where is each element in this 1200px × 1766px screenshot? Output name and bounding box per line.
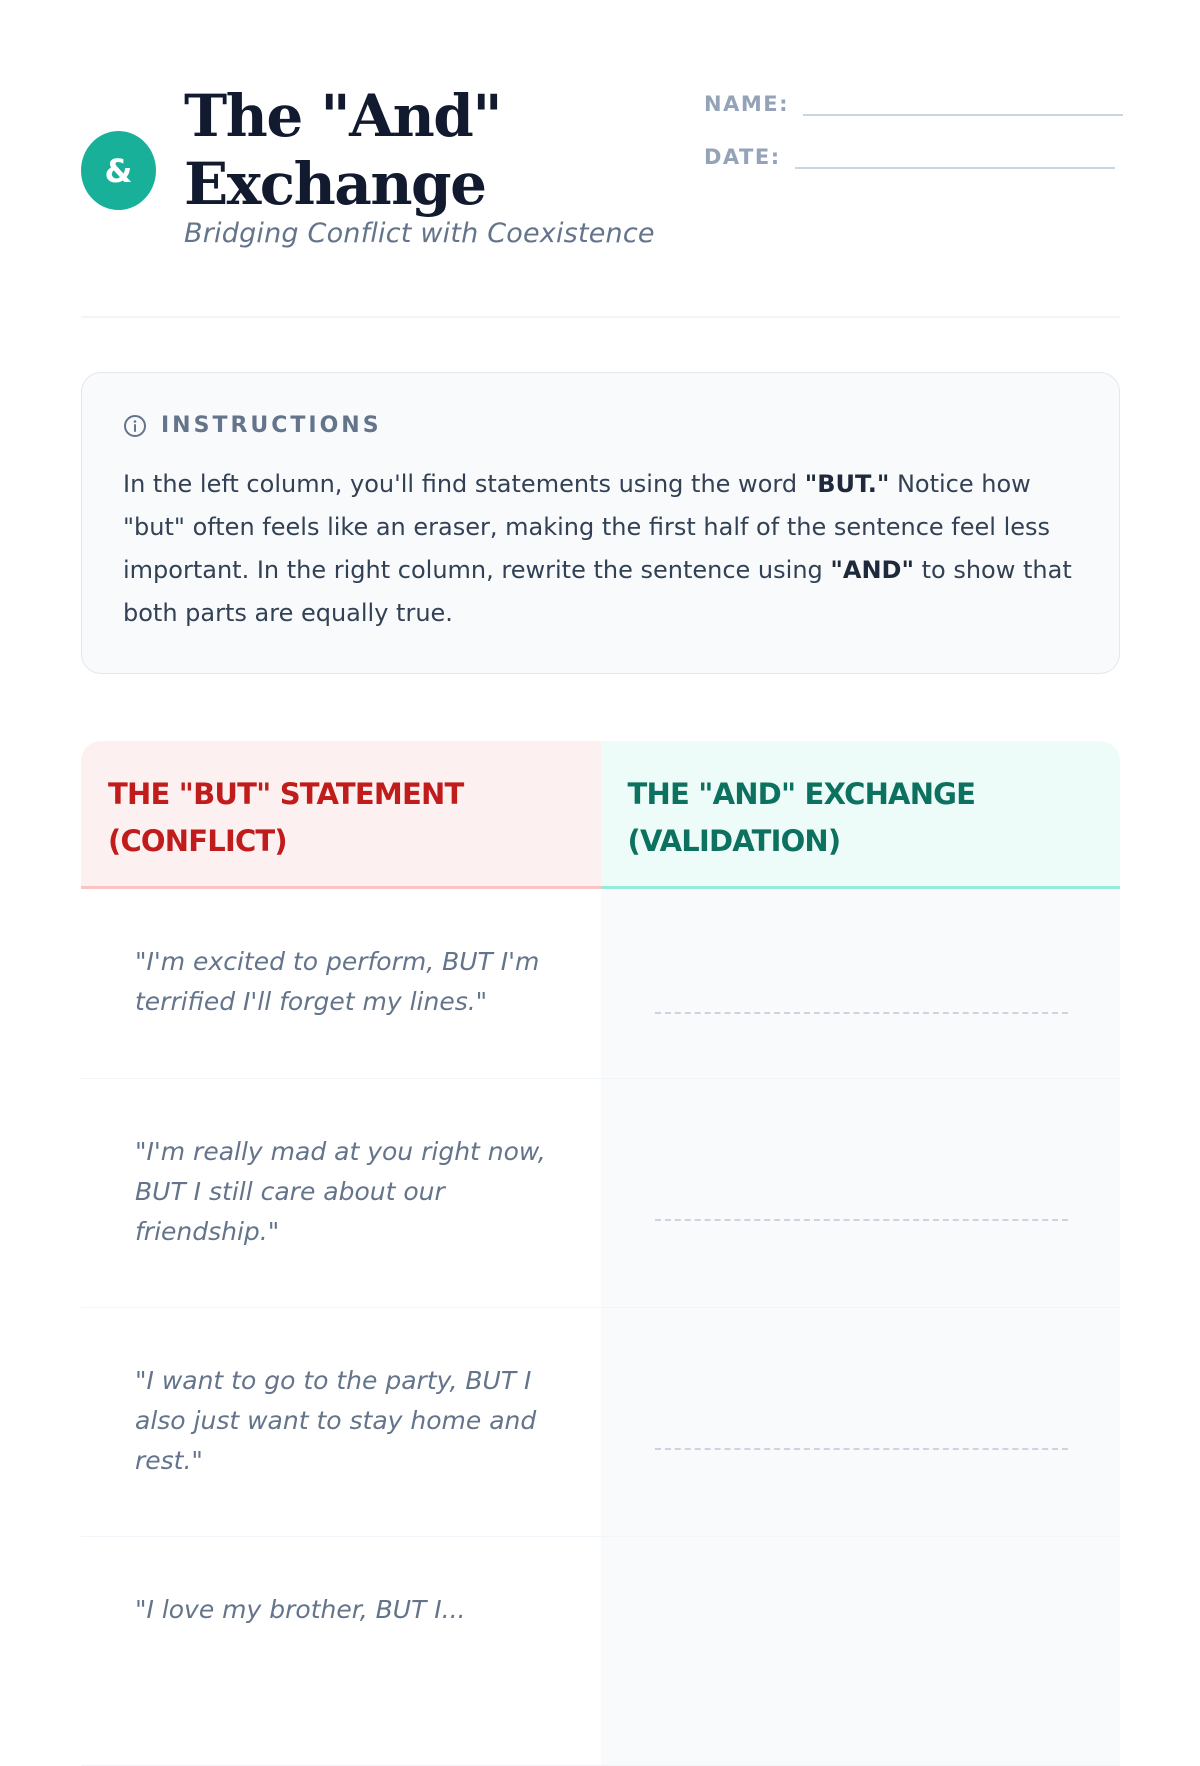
answer-line[interactable] [655, 1448, 1069, 1450]
date-input-line[interactable] [795, 139, 1115, 169]
but-statement: "I'm really mad at you right now, BUT I still care about our friendship." [135, 1137, 546, 1246]
and-answer-cell[interactable] [601, 1308, 1121, 1536]
but-statement: "I'm excited to perform, BUT I'm terrified I'll forget my lines." [135, 947, 540, 1016]
table-row [81, 1537, 1120, 1766]
instructions-text-part-3: to show that both parts are equally true. [123, 556, 1072, 627]
but-statement: "I love my brother, BUT I... [135, 1595, 466, 1624]
instructions-text-part-2: Notice how "but" often feels like an eraser, making the first half of the sentence feel less important. In the right column, rewrite the sentence using [123, 470, 1051, 584]
table-body [81, 889, 1120, 1766]
instructions-text-part-1: In the left column, you'll find statements using the word [123, 470, 805, 498]
info-circle-icon [123, 414, 147, 438]
but-column-header: THE "BUT" STATEMENT (CONFLICT) [81, 741, 601, 889]
name-field [704, 86, 1123, 116]
page-subtitle: Bridging Conflict with Coexistence [184, 218, 655, 249]
but-statement: "I want to go to the party, BUT I also just want to stay home and rest." [135, 1366, 537, 1475]
and-column-header: THE "AND" EXCHANGE (VALIDATION) [601, 741, 1121, 889]
instructions-bold-but: "BUT." [804, 470, 890, 498]
date-field [704, 139, 1115, 169]
instructions-text [123, 463, 1083, 635]
and-answer-cell[interactable] [601, 1537, 1121, 1765]
instructions-box [81, 372, 1120, 674]
title-line-2: Exchange [184, 150, 486, 218]
and-answer-cell[interactable] [601, 889, 1121, 1078]
answer-line[interactable] [655, 1012, 1069, 1014]
worksheet-page [81, 0, 1120, 1624]
page-title [184, 82, 604, 218]
table-row [81, 1308, 1120, 1537]
instructions-bold-and: "AND" [830, 556, 914, 584]
instructions-title: INSTRUCTIONS [161, 413, 382, 438]
title-line-1: The "And" [184, 82, 502, 150]
table-row [81, 889, 1120, 1079]
exchange-table [81, 741, 1120, 1641]
table-header-row [81, 741, 1120, 889]
and-answer-cell[interactable] [601, 1079, 1121, 1307]
name-label: NAME: [704, 92, 789, 116]
instructions-heading [123, 413, 382, 438]
table-row [81, 1079, 1120, 1308]
name-input-line[interactable] [803, 86, 1123, 116]
worksheet-header [81, 0, 1120, 318]
date-label: DATE: [704, 145, 781, 169]
ampersand-logo-icon: & [81, 131, 156, 210]
answer-line[interactable] [655, 1219, 1069, 1221]
